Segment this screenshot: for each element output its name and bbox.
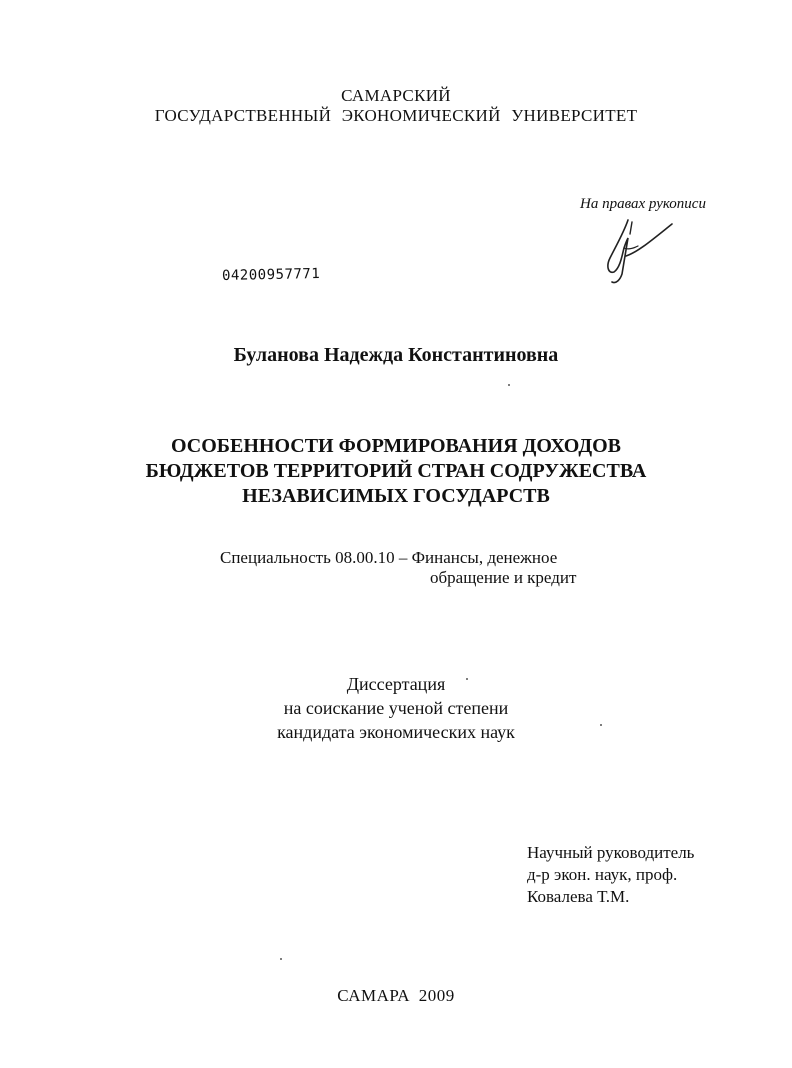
specialty-line-1: Специальность 08.00.10 – Финансы, денежное [220, 548, 558, 567]
manuscript-note: На правах рукописи [580, 196, 706, 212]
title-line-3: НЕЗАВИСИМЫХ ГОСУДАРСТВ [242, 485, 550, 507]
scientific-advisor [527, 842, 694, 908]
scan-speck [466, 678, 468, 680]
dissertation-line-1: Диссертация [346, 674, 446, 694]
dissertation-title [0, 434, 792, 509]
signature [598, 212, 688, 292]
title-line-1: ОСОБЕННОСТИ ФОРМИРОВАНИЯ ДОХОДОВ [171, 435, 621, 457]
advisor-role: Научный руководитель [527, 843, 695, 862]
scan-speck [508, 384, 510, 386]
advisor-degree: д-р экон. наук, проф. [527, 865, 678, 884]
registration-number: 04200957771 [221, 265, 321, 284]
title-line-2: БЮДЖЕТОВ ТЕРРИТОРИЙ СТРАН СОДРУЖЕСТВА [145, 460, 647, 482]
university-name-line-2: ГОСУДАРСТВЕННЫЙ ЭКОНОМИЧЕСКИЙ УНИВЕРСИТЕТ [154, 106, 638, 125]
advisor-name: Ковалева Т.М. [527, 887, 630, 906]
dissertation-line-2: на соискание ученой степени [283, 698, 509, 718]
scan-speck [600, 724, 602, 726]
dissertation-line-3: кандидата экономических наук [277, 722, 515, 742]
dissertation-type [0, 672, 792, 744]
city-year: САМАРА 2009 [337, 986, 455, 1005]
author-name: Буланова Надежда Константиновна [233, 344, 559, 366]
specialty-line-2: обращение и кредит [430, 568, 577, 587]
scan-speck [280, 958, 282, 960]
university-name-line-1: САМАРСКИЙ [341, 86, 451, 105]
